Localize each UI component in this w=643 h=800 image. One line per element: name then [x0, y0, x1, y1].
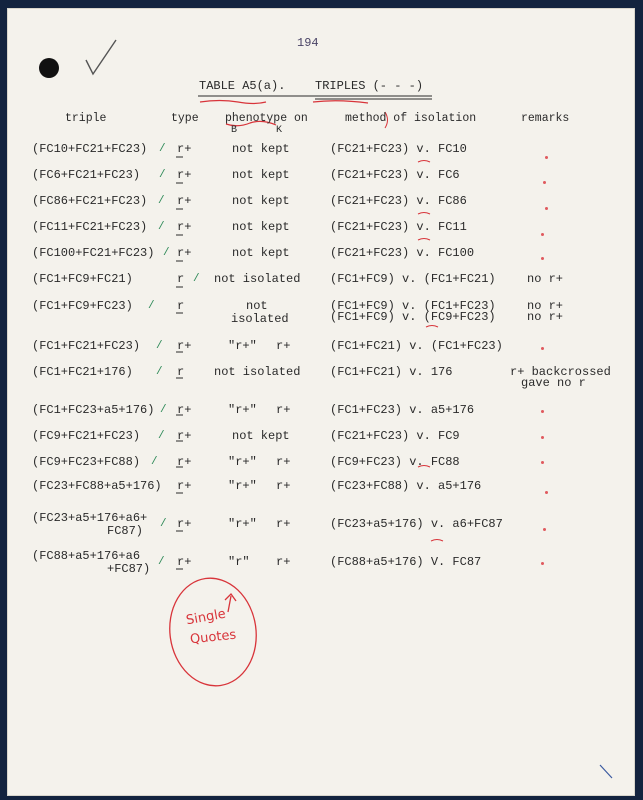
row-method: (FC21+FC23) v. FC86	[330, 194, 467, 208]
row-triple: (FC88+a5+176+a6	[32, 549, 141, 563]
green-tick: /	[160, 404, 167, 416]
row-triple: (FC23+FC88+a5+176)	[32, 479, 162, 493]
row-phenotype-k: r+	[276, 517, 291, 531]
row-type: r+	[177, 339, 192, 353]
row-phenotype-k: r+	[276, 479, 291, 493]
row-triple: (FC1+FC9+FC23)	[32, 299, 133, 313]
header-type: type	[171, 112, 199, 125]
header-remarks: remarks	[521, 112, 570, 125]
row-phenotype: not	[246, 299, 268, 313]
row-type: r+	[177, 455, 192, 469]
green-tick: /	[156, 340, 163, 352]
row-type: r+	[177, 246, 192, 260]
row-phenotype: not kept	[232, 246, 290, 260]
green-tick: /	[148, 300, 155, 312]
row-phenotype-b: "r+"	[228, 479, 257, 493]
table-title: TABLE A5(a).	[199, 79, 286, 93]
row-method: (FC1+FC9) v. (FC1+FC23)	[330, 299, 496, 313]
row-phenotype: not kept	[232, 142, 290, 156]
green-tick: /	[193, 273, 200, 285]
red-dot	[541, 436, 544, 439]
row-method: (FC1+FC23) v. a5+176	[330, 403, 475, 417]
row-phenotype-k: r+	[276, 403, 291, 417]
row-phenotype-b: "r+"	[228, 517, 257, 531]
row-triple: (FC1+FC21+176)	[32, 365, 133, 379]
row-triple: (FC1+FC23+a5+176)	[32, 403, 155, 417]
row-type: r+	[177, 555, 192, 569]
row-phenotype-b: "r+"	[228, 339, 257, 353]
header-k: K	[276, 125, 283, 136]
green-tick: /	[151, 456, 158, 468]
header-triple: triple	[65, 112, 107, 125]
row-phenotype: not kept	[232, 168, 290, 182]
row-type: r+	[177, 194, 192, 208]
green-tick: /	[158, 556, 165, 568]
row-type: r+	[177, 220, 192, 234]
red-dot	[541, 410, 544, 413]
annotation-single: Single	[185, 606, 227, 629]
row-phenotype: not kept	[232, 194, 290, 208]
green-tick: /	[160, 518, 167, 530]
row-phenotype: not kept	[232, 429, 290, 443]
red-dot	[541, 233, 544, 236]
row-remarks-cont: no r+	[527, 310, 564, 324]
header-method: method of isolation	[345, 112, 477, 125]
row-method: (FC1+FC9) v. (FC1+FC21)	[330, 272, 496, 286]
row-method: (FC21+FC23) v. FC11	[330, 220, 467, 234]
annotation-quotes: Quotes	[189, 627, 237, 648]
row-remarks: r+ backcrossed	[510, 365, 611, 379]
red-dot	[545, 207, 548, 210]
green-tick: /	[163, 247, 170, 259]
red-dot	[541, 347, 544, 350]
row-method: (FC21+FC23) v. FC10	[330, 142, 467, 156]
red-dot	[545, 491, 548, 494]
row-type: r+	[177, 479, 192, 493]
row-method: (FC21+FC23) v. FC100	[330, 246, 475, 260]
row-triple-cont: FC87)	[107, 524, 144, 538]
red-arrow	[225, 594, 236, 612]
row-phenotype: not isolated	[214, 365, 301, 379]
green-tick: /	[158, 195, 165, 207]
blue-pen-mark	[600, 765, 612, 778]
row-type: r+	[177, 403, 192, 417]
row-type: r+	[177, 142, 192, 156]
row-method: (FC1+FC21) v. 176	[330, 365, 453, 379]
row-phenotype-k: r+	[276, 555, 291, 569]
row-method: (FC23+FC88) v. a5+176	[330, 479, 482, 493]
row-method: (FC21+FC23) v. FC6	[330, 168, 460, 182]
row-type: r+	[177, 517, 192, 531]
row-method: (FC23+a5+176) v. a6+FC87	[330, 517, 503, 531]
row-phenotype-b: "r+"	[228, 455, 257, 469]
row-remarks: no r+	[527, 272, 564, 286]
green-tick: /	[159, 143, 166, 155]
row-method-cont: (FC1+FC9) v. (FC9+FC23)	[330, 310, 496, 324]
row-type: r	[177, 365, 185, 379]
row-type: r+	[177, 429, 192, 443]
row-triple: (FC11+FC21+FC23)	[32, 220, 148, 234]
row-phenotype-b: "r"	[228, 555, 250, 569]
row-phenotype-cont: isolated	[231, 312, 289, 326]
red-underline-triples	[313, 101, 368, 103]
red-dot	[543, 181, 546, 184]
row-type: r	[177, 272, 185, 286]
red-underline-title	[200, 101, 266, 104]
green-tick: /	[159, 169, 166, 181]
row-triple-cont: +FC87)	[107, 562, 151, 576]
green-tick: /	[158, 430, 165, 442]
row-phenotype-b: "r+"	[228, 403, 257, 417]
red-dot	[545, 156, 548, 159]
green-tick: /	[156, 366, 163, 378]
row-phenotype-k: r+	[276, 339, 291, 353]
row-remarks: no r+	[527, 299, 564, 313]
row-triple: (FC23+a5+176+a6+	[32, 511, 148, 525]
header-b: B	[231, 125, 238, 136]
red-dot	[541, 257, 544, 260]
row-remarks-cont: gave no r	[521, 376, 586, 390]
row-method: (FC9+FC23) v. FC88	[330, 455, 460, 469]
row-triple: (FC86+FC21+FC23)	[32, 194, 148, 208]
row-triple: (FC6+FC21+FC23)	[32, 168, 141, 182]
row-phenotype: not kept	[232, 220, 290, 234]
red-dot	[541, 461, 544, 464]
row-triple: (FC10+FC21+FC23)	[32, 142, 148, 156]
row-method: (FC1+FC21) v. (FC1+FC23)	[330, 339, 503, 353]
header-phenotype: phenotype on	[225, 112, 308, 125]
row-triple: (FC1+FC9+FC21)	[32, 272, 133, 286]
row-triple: (FC1+FC21+FC23)	[32, 339, 141, 353]
pencil-check-mark	[86, 40, 116, 74]
red-dot	[541, 562, 544, 565]
row-method: (FC88+a5+176) V. FC87	[330, 555, 482, 569]
row-type: r+	[177, 168, 192, 182]
red-dot	[543, 528, 546, 531]
row-triple: (FC9+FC23+FC88)	[32, 455, 141, 469]
row-triple: (FC9+FC21+FC23)	[32, 429, 141, 443]
green-tick: /	[158, 221, 165, 233]
table-subtitle: TRIPLES (- - -)	[315, 79, 424, 93]
row-phenotype-k: r+	[276, 455, 291, 469]
row-method: (FC21+FC23) v. FC9	[330, 429, 460, 443]
row-triple: (FC100+FC21+FC23)	[32, 246, 155, 260]
row-phenotype: not isolated	[214, 272, 301, 286]
row-type: r	[177, 299, 185, 313]
page-number: 194	[297, 36, 319, 50]
